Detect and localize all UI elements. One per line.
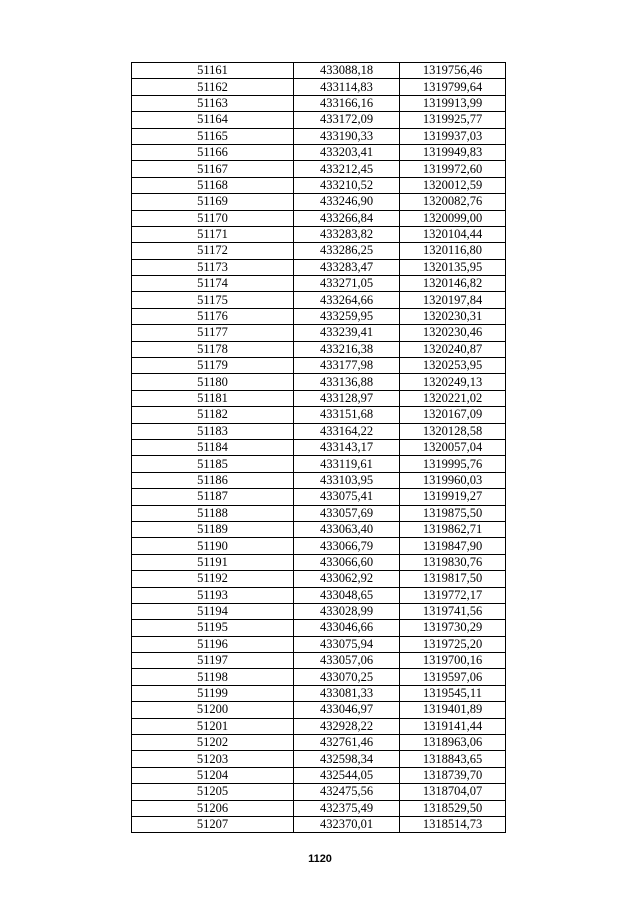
x-coordinate-cell: 433151,68 [294, 407, 400, 423]
x-coordinate-cell: 433264,66 [294, 292, 400, 308]
table-row [132, 587, 506, 603]
table-row [132, 669, 506, 685]
point-number-cell: 51201 [132, 718, 294, 734]
y-coordinate-cell: 1319995,76 [400, 456, 506, 472]
x-coordinate-cell: 433048,65 [294, 587, 400, 603]
y-coordinate-cell: 1319730,29 [400, 620, 506, 636]
table-row [132, 177, 506, 193]
table-row [132, 505, 506, 521]
y-coordinate-cell: 1318514,73 [400, 816, 506, 832]
table-row [132, 390, 506, 406]
table-row [132, 571, 506, 587]
table-row [132, 112, 506, 128]
x-coordinate-cell: 433075,41 [294, 489, 400, 505]
y-coordinate-cell: 1319141,44 [400, 718, 506, 734]
table-row [132, 620, 506, 636]
x-coordinate-cell: 433081,33 [294, 685, 400, 701]
x-coordinate-cell: 432598,34 [294, 751, 400, 767]
table-row [132, 95, 506, 111]
table-row [132, 194, 506, 210]
x-coordinate-cell: 433114,83 [294, 79, 400, 95]
x-coordinate-cell: 433046,97 [294, 702, 400, 718]
x-coordinate-cell: 433283,47 [294, 259, 400, 275]
x-coordinate-cell: 433046,66 [294, 620, 400, 636]
y-coordinate-cell: 1318739,70 [400, 767, 506, 783]
table-row [132, 144, 506, 160]
point-number-cell: 51165 [132, 128, 294, 144]
x-coordinate-cell: 433028,99 [294, 603, 400, 619]
y-coordinate-cell: 1319862,71 [400, 521, 506, 537]
y-coordinate-cell: 1320221,02 [400, 390, 506, 406]
point-number-cell: 51169 [132, 194, 294, 210]
point-number-cell: 51171 [132, 226, 294, 242]
x-coordinate-cell: 433286,25 [294, 243, 400, 259]
y-coordinate-cell: 1319913,99 [400, 95, 506, 111]
y-coordinate-cell: 1319847,90 [400, 538, 506, 554]
x-coordinate-cell: 433239,41 [294, 325, 400, 341]
x-coordinate-cell: 433063,40 [294, 521, 400, 537]
point-number-cell: 51186 [132, 472, 294, 488]
x-coordinate-cell: 433271,05 [294, 276, 400, 292]
coordinates-table [131, 62, 506, 833]
x-coordinate-cell: 433246,90 [294, 194, 400, 210]
table-row [132, 702, 506, 718]
y-coordinate-cell: 1319875,50 [400, 505, 506, 521]
x-coordinate-cell: 433190,33 [294, 128, 400, 144]
point-number-cell: 51194 [132, 603, 294, 619]
y-coordinate-cell: 1318704,07 [400, 784, 506, 800]
coordinates-table-body [132, 63, 506, 833]
point-number-cell: 51200 [132, 702, 294, 718]
table-row [132, 521, 506, 537]
table-row [132, 63, 506, 79]
x-coordinate-cell: 433283,82 [294, 226, 400, 242]
y-coordinate-cell: 1320197,84 [400, 292, 506, 308]
x-coordinate-cell: 433136,88 [294, 374, 400, 390]
x-coordinate-cell: 433210,52 [294, 177, 400, 193]
y-coordinate-cell: 1320012,59 [400, 177, 506, 193]
table-row [132, 358, 506, 374]
y-coordinate-cell: 1320104,44 [400, 226, 506, 242]
x-coordinate-cell: 433075,94 [294, 636, 400, 652]
y-coordinate-cell: 1320167,09 [400, 407, 506, 423]
x-coordinate-cell: 432761,46 [294, 735, 400, 751]
table-row [132, 735, 506, 751]
x-coordinate-cell: 433057,69 [294, 505, 400, 521]
table-row [132, 210, 506, 226]
table-row [132, 308, 506, 324]
y-coordinate-cell: 1320146,82 [400, 276, 506, 292]
y-coordinate-cell: 1319545,11 [400, 685, 506, 701]
point-number-cell: 51176 [132, 308, 294, 324]
table-row [132, 751, 506, 767]
table-row [132, 603, 506, 619]
x-coordinate-cell: 433216,38 [294, 341, 400, 357]
x-coordinate-cell: 432370,01 [294, 816, 400, 832]
table-row [132, 341, 506, 357]
y-coordinate-cell: 1319919,27 [400, 489, 506, 505]
y-coordinate-cell: 1319799,64 [400, 79, 506, 95]
x-coordinate-cell: 433066,79 [294, 538, 400, 554]
point-number-cell: 51193 [132, 587, 294, 603]
point-number-cell: 51163 [132, 95, 294, 111]
x-coordinate-cell: 432475,56 [294, 784, 400, 800]
table-row [132, 489, 506, 505]
x-coordinate-cell: 433266,84 [294, 210, 400, 226]
point-number-cell: 51182 [132, 407, 294, 423]
y-coordinate-cell: 1320230,46 [400, 325, 506, 341]
y-coordinate-cell: 1320057,04 [400, 439, 506, 455]
table-row [132, 243, 506, 259]
point-number-cell: 51178 [132, 341, 294, 357]
point-number-cell: 51191 [132, 554, 294, 570]
table-row [132, 292, 506, 308]
page-number: 1120 [308, 853, 332, 865]
table-row [132, 161, 506, 177]
point-number-cell: 51190 [132, 538, 294, 554]
x-coordinate-cell: 433103,95 [294, 472, 400, 488]
y-coordinate-cell: 1320230,31 [400, 308, 506, 324]
table-row [132, 554, 506, 570]
point-number-cell: 51196 [132, 636, 294, 652]
y-coordinate-cell: 1320253,95 [400, 358, 506, 374]
point-number-cell: 51172 [132, 243, 294, 259]
y-coordinate-cell: 1319960,03 [400, 472, 506, 488]
y-coordinate-cell: 1320116,80 [400, 243, 506, 259]
y-coordinate-cell: 1318963,06 [400, 735, 506, 751]
y-coordinate-cell: 1320082,76 [400, 194, 506, 210]
point-number-cell: 51181 [132, 390, 294, 406]
x-coordinate-cell: 432928,22 [294, 718, 400, 734]
table-row [132, 276, 506, 292]
x-coordinate-cell: 433062,92 [294, 571, 400, 587]
point-number-cell: 51204 [132, 767, 294, 783]
y-coordinate-cell: 1319700,16 [400, 653, 506, 669]
point-number-cell: 51177 [132, 325, 294, 341]
x-coordinate-cell: 432375,49 [294, 800, 400, 816]
point-number-cell: 51168 [132, 177, 294, 193]
table-row [132, 79, 506, 95]
point-number-cell: 51184 [132, 439, 294, 455]
point-number-cell: 51162 [132, 79, 294, 95]
y-coordinate-cell: 1320249,13 [400, 374, 506, 390]
point-number-cell: 51175 [132, 292, 294, 308]
table-row [132, 407, 506, 423]
x-coordinate-cell: 433172,09 [294, 112, 400, 128]
y-coordinate-cell: 1319925,77 [400, 112, 506, 128]
table-row [132, 374, 506, 390]
table-row [132, 325, 506, 341]
point-number-cell: 51195 [132, 620, 294, 636]
table-row [132, 718, 506, 734]
point-number-cell: 51203 [132, 751, 294, 767]
y-coordinate-cell: 1319937,03 [400, 128, 506, 144]
table-row [132, 423, 506, 439]
table-row [132, 226, 506, 242]
x-coordinate-cell: 433128,97 [294, 390, 400, 406]
point-number-cell: 51161 [132, 63, 294, 79]
table-row [132, 259, 506, 275]
y-coordinate-cell: 1320240,87 [400, 341, 506, 357]
table-row [132, 800, 506, 816]
point-number-cell: 51202 [132, 735, 294, 751]
x-coordinate-cell: 433177,98 [294, 358, 400, 374]
y-coordinate-cell: 1319756,46 [400, 63, 506, 79]
table-row [132, 685, 506, 701]
x-coordinate-cell: 433212,45 [294, 161, 400, 177]
x-coordinate-cell: 433066,60 [294, 554, 400, 570]
point-number-cell: 51189 [132, 521, 294, 537]
y-coordinate-cell: 1319772,17 [400, 587, 506, 603]
point-number-cell: 51187 [132, 489, 294, 505]
x-coordinate-cell: 433088,18 [294, 63, 400, 79]
y-coordinate-cell: 1319401,89 [400, 702, 506, 718]
x-coordinate-cell: 433259,95 [294, 308, 400, 324]
point-number-cell: 51179 [132, 358, 294, 374]
point-number-cell: 51164 [132, 112, 294, 128]
x-coordinate-cell: 433166,16 [294, 95, 400, 111]
point-number-cell: 51173 [132, 259, 294, 275]
point-number-cell: 51192 [132, 571, 294, 587]
point-number-cell: 51198 [132, 669, 294, 685]
table-row [132, 767, 506, 783]
x-coordinate-cell: 433070,25 [294, 669, 400, 685]
point-number-cell: 51207 [132, 816, 294, 832]
point-number-cell: 51180 [132, 374, 294, 390]
y-coordinate-cell: 1319972,60 [400, 161, 506, 177]
y-coordinate-cell: 1319830,76 [400, 554, 506, 570]
x-coordinate-cell: 433203,41 [294, 144, 400, 160]
point-number-cell: 51170 [132, 210, 294, 226]
point-number-cell: 51167 [132, 161, 294, 177]
x-coordinate-cell: 433057,06 [294, 653, 400, 669]
table-row [132, 784, 506, 800]
x-coordinate-cell: 433119,61 [294, 456, 400, 472]
y-coordinate-cell: 1320135,95 [400, 259, 506, 275]
point-number-cell: 51166 [132, 144, 294, 160]
point-number-cell: 51188 [132, 505, 294, 521]
y-coordinate-cell: 1320099,00 [400, 210, 506, 226]
y-coordinate-cell: 1319817,50 [400, 571, 506, 587]
table-row [132, 439, 506, 455]
point-number-cell: 51205 [132, 784, 294, 800]
y-coordinate-cell: 1320128,58 [400, 423, 506, 439]
point-number-cell: 51197 [132, 653, 294, 669]
y-coordinate-cell: 1319949,83 [400, 144, 506, 160]
table-row [132, 538, 506, 554]
point-number-cell: 51206 [132, 800, 294, 816]
table-row [132, 128, 506, 144]
point-number-cell: 51183 [132, 423, 294, 439]
point-number-cell: 51174 [132, 276, 294, 292]
x-coordinate-cell: 433143,17 [294, 439, 400, 455]
y-coordinate-cell: 1318529,50 [400, 800, 506, 816]
y-coordinate-cell: 1319597,06 [400, 669, 506, 685]
y-coordinate-cell: 1318843,65 [400, 751, 506, 767]
table-row [132, 456, 506, 472]
point-number-cell: 51199 [132, 685, 294, 701]
x-coordinate-cell: 433164,22 [294, 423, 400, 439]
y-coordinate-cell: 1319741,56 [400, 603, 506, 619]
table-row [132, 472, 506, 488]
table-row [132, 653, 506, 669]
point-number-cell: 51185 [132, 456, 294, 472]
table-row [132, 816, 506, 832]
y-coordinate-cell: 1319725,20 [400, 636, 506, 652]
x-coordinate-cell: 432544,05 [294, 767, 400, 783]
table-row [132, 636, 506, 652]
